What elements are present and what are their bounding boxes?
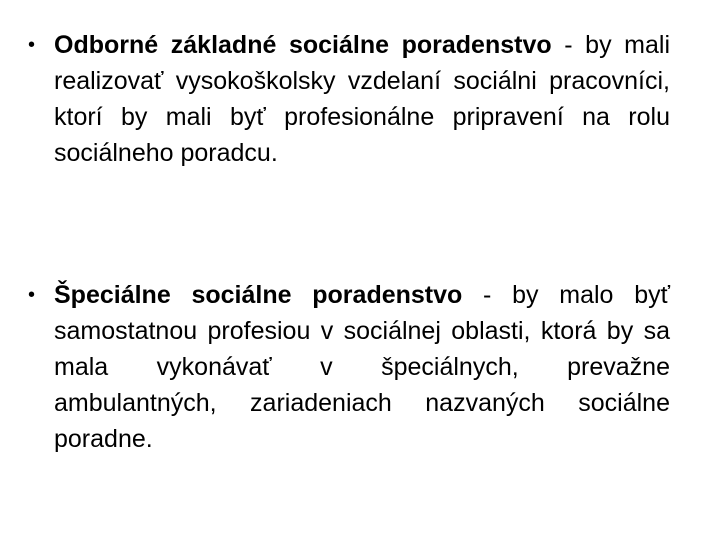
bullet-text bbox=[54, 27, 670, 171]
bullet-icon: • bbox=[28, 284, 36, 306]
bullet-item bbox=[28, 27, 670, 171]
bullet-item bbox=[28, 277, 670, 457]
bullet-term: Odborné základné sociálne poradenstvo bbox=[54, 31, 552, 59]
bullet-term: Špeciálne sociálne poradenstvo bbox=[54, 281, 463, 309]
bullet-description: - by malo byť samostatnou profesiou v sociálnej oblasti, ktorá by sa mala vykonávať v špeciálnych, prevažne ambulantných, zariadeniach nazvaných sociálne poradne. bbox=[54, 281, 670, 453]
bullet-icon: • bbox=[28, 34, 36, 56]
bullet-text bbox=[54, 277, 670, 457]
bullet-description: - by mali realizovať vysokoškolsky vzdelaní sociálni pracovníci, ktorí by mali byť profesionálne pripravení na rolu sociálneho poradcu. bbox=[54, 31, 670, 167]
